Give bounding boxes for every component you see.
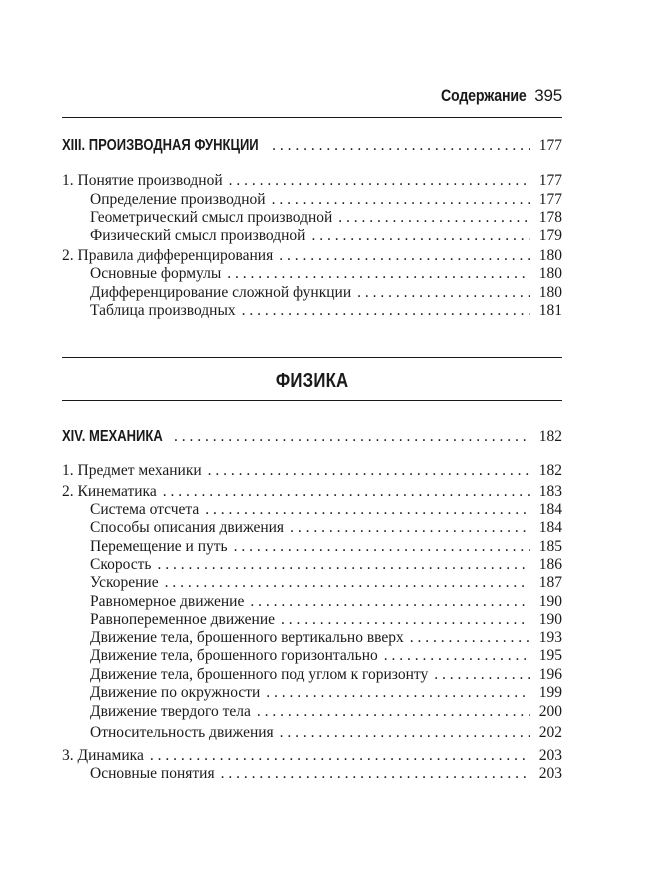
- toc-subentry[interactable]: [62, 537, 562, 556]
- toc-chapter-title: XIII. ПРОИЗВОДНАЯ ФУНКЦИИ: [62, 137, 259, 154]
- toc-subentry[interactable]: [62, 500, 562, 519]
- dot-leader: [410, 628, 530, 647]
- toc-entry-label: Ускорение: [90, 574, 159, 591]
- toc-page-number: 177: [538, 172, 562, 189]
- toc-entry-label: Геометрический смысл производной: [90, 209, 333, 226]
- dot-leader: [280, 723, 530, 742]
- dot-leader: [290, 518, 530, 537]
- toc-page-number: 180: [538, 284, 562, 301]
- toc-page-number: 183: [538, 483, 562, 500]
- toc-page-number: 182: [538, 428, 562, 445]
- toc-subentry[interactable]: [62, 555, 562, 574]
- dot-leader: [257, 702, 530, 721]
- dot-leader: [242, 301, 530, 320]
- toc-entry-label: Основные формулы: [90, 265, 222, 282]
- toc-subentry[interactable]: [62, 683, 562, 702]
- toc-entry-label: Способы описания движения: [90, 519, 285, 536]
- dot-leader: [163, 482, 530, 501]
- toc-page-number: 190: [538, 611, 562, 628]
- toc-page-number: 200: [538, 703, 562, 720]
- toc-subentry[interactable]: [62, 592, 562, 611]
- dot-leader: [221, 764, 530, 783]
- part-top-rule: [62, 357, 562, 358]
- toc-page-number: 186: [538, 556, 562, 573]
- toc-entry-label: 1. Понятие производной: [62, 172, 223, 189]
- toc-entry-label: Движение твердого тела: [90, 703, 251, 720]
- toc-page-number: 177: [538, 137, 562, 154]
- toc-entry-label: Движение по окружности: [90, 684, 261, 701]
- header-rule: [62, 117, 562, 118]
- toc-entry-label: Физический смысл производной: [90, 227, 306, 244]
- toc-subentry[interactable]: [62, 573, 562, 592]
- toc-entry-label: Основные понятия: [90, 765, 215, 782]
- toc-chapter-14[interactable]: [62, 427, 562, 446]
- dot-leader: [434, 665, 530, 684]
- toc-entry-label: Система отсчета: [90, 501, 200, 518]
- toc-entry[interactable]: [62, 246, 562, 265]
- toc-page-number: 202: [538, 724, 562, 741]
- toc-page-number: 203: [538, 765, 562, 782]
- toc-subentry[interactable]: [62, 665, 562, 684]
- dot-leader: [338, 208, 530, 227]
- part-heading-text: ФИЗИКА: [275, 370, 349, 392]
- toc-entry-label: 1. Предмет механики: [62, 462, 202, 479]
- toc-subentry[interactable]: [62, 264, 562, 283]
- toc-page-number: 184: [538, 501, 562, 518]
- toc-page-number: 178: [538, 209, 562, 226]
- dot-leader: [266, 683, 530, 702]
- part-bottom-rule: [62, 400, 562, 401]
- dot-leader: [205, 500, 530, 519]
- toc-entry[interactable]: [62, 461, 562, 480]
- toc-entry-label: Перемещение и путь: [90, 538, 228, 555]
- running-head-page-number: 395: [534, 86, 562, 105]
- dot-leader: [281, 610, 530, 629]
- toc-entry-label: 2. Кинематика: [62, 483, 157, 500]
- toc-page-number: 181: [538, 302, 562, 319]
- toc-entry-label: 2. Правила дифференцирования: [62, 247, 274, 264]
- toc-page-number: 196: [538, 666, 562, 683]
- toc-subentry[interactable]: [62, 208, 562, 227]
- toc-entry-label: Определение производной: [90, 191, 266, 208]
- dot-leader: [208, 461, 530, 480]
- toc-page-number: 184: [538, 519, 562, 536]
- toc-page-number: 195: [538, 647, 562, 664]
- dot-leader: [150, 746, 530, 765]
- toc-subentry[interactable]: [62, 764, 562, 783]
- toc-page-number: 187: [538, 574, 562, 591]
- dot-leader: [229, 171, 530, 190]
- toc-subentry[interactable]: [62, 610, 562, 629]
- toc-entry-label: Равнопеременное движение: [90, 611, 275, 628]
- toc-entry[interactable]: [62, 482, 562, 501]
- dot-leader: [311, 226, 530, 245]
- toc-page-number: 203: [538, 747, 562, 764]
- toc-entry-label: Скорость: [90, 556, 152, 573]
- toc-subentry[interactable]: [62, 283, 562, 302]
- toc-page-number: 179: [538, 227, 562, 244]
- toc-page: [62, 0, 562, 875]
- toc-page-number: 193: [538, 629, 562, 646]
- running-head-title: Содержание: [440, 87, 527, 105]
- toc-subentry[interactable]: [62, 723, 562, 742]
- toc-page-number: 185: [538, 538, 562, 555]
- toc-page-number: 190: [538, 593, 562, 610]
- dot-leader: [272, 190, 530, 209]
- dot-leader: [234, 537, 530, 556]
- toc-entry-label: Равномерное движение: [90, 593, 245, 610]
- toc-entry[interactable]: [62, 171, 562, 190]
- toc-subentry[interactable]: [62, 518, 562, 537]
- toc-entry[interactable]: [62, 746, 562, 765]
- dot-leader: [272, 136, 530, 155]
- toc-subentry[interactable]: [62, 190, 562, 209]
- toc-entry-label: Движение тела, брошенного горизонтально: [90, 647, 378, 664]
- toc-subentry[interactable]: [62, 301, 562, 320]
- toc-page-number: 199: [538, 684, 562, 701]
- dot-leader: [384, 646, 530, 665]
- dot-leader: [174, 427, 530, 446]
- dot-leader: [357, 283, 530, 302]
- toc-subentry[interactable]: [62, 646, 562, 665]
- running-head: [427, 86, 562, 106]
- toc-entry-label: 3. Динамика: [62, 747, 144, 764]
- toc-entry-label: Таблица производных: [90, 302, 236, 319]
- toc-entry-label: Дифференцирование сложной функции: [90, 284, 352, 301]
- toc-page-number: 180: [538, 265, 562, 282]
- toc-page-number: 182: [538, 462, 562, 479]
- toc-chapter-title: XIV. МЕХАНИКА: [62, 428, 163, 445]
- dot-leader: [250, 592, 530, 611]
- dot-leader: [165, 573, 530, 592]
- dot-leader: [279, 246, 530, 265]
- dot-leader: [227, 264, 530, 283]
- toc-subentry[interactable]: [62, 702, 562, 721]
- toc-entry-label: Движение тела, брошенного вертикально вверх: [90, 629, 404, 646]
- toc-page-number: 180: [538, 247, 562, 264]
- toc-subentry[interactable]: [62, 226, 562, 245]
- toc-chapter-13[interactable]: [62, 136, 562, 155]
- part-heading: [62, 370, 562, 393]
- dot-leader: [157, 555, 530, 574]
- toc-page-number: 177: [538, 191, 562, 208]
- toc-entry-label: Движение тела, брошенного под углом к горизонту: [90, 666, 429, 683]
- toc-subentry[interactable]: [62, 628, 562, 647]
- toc-entry-label: Относительность движения: [90, 724, 274, 741]
